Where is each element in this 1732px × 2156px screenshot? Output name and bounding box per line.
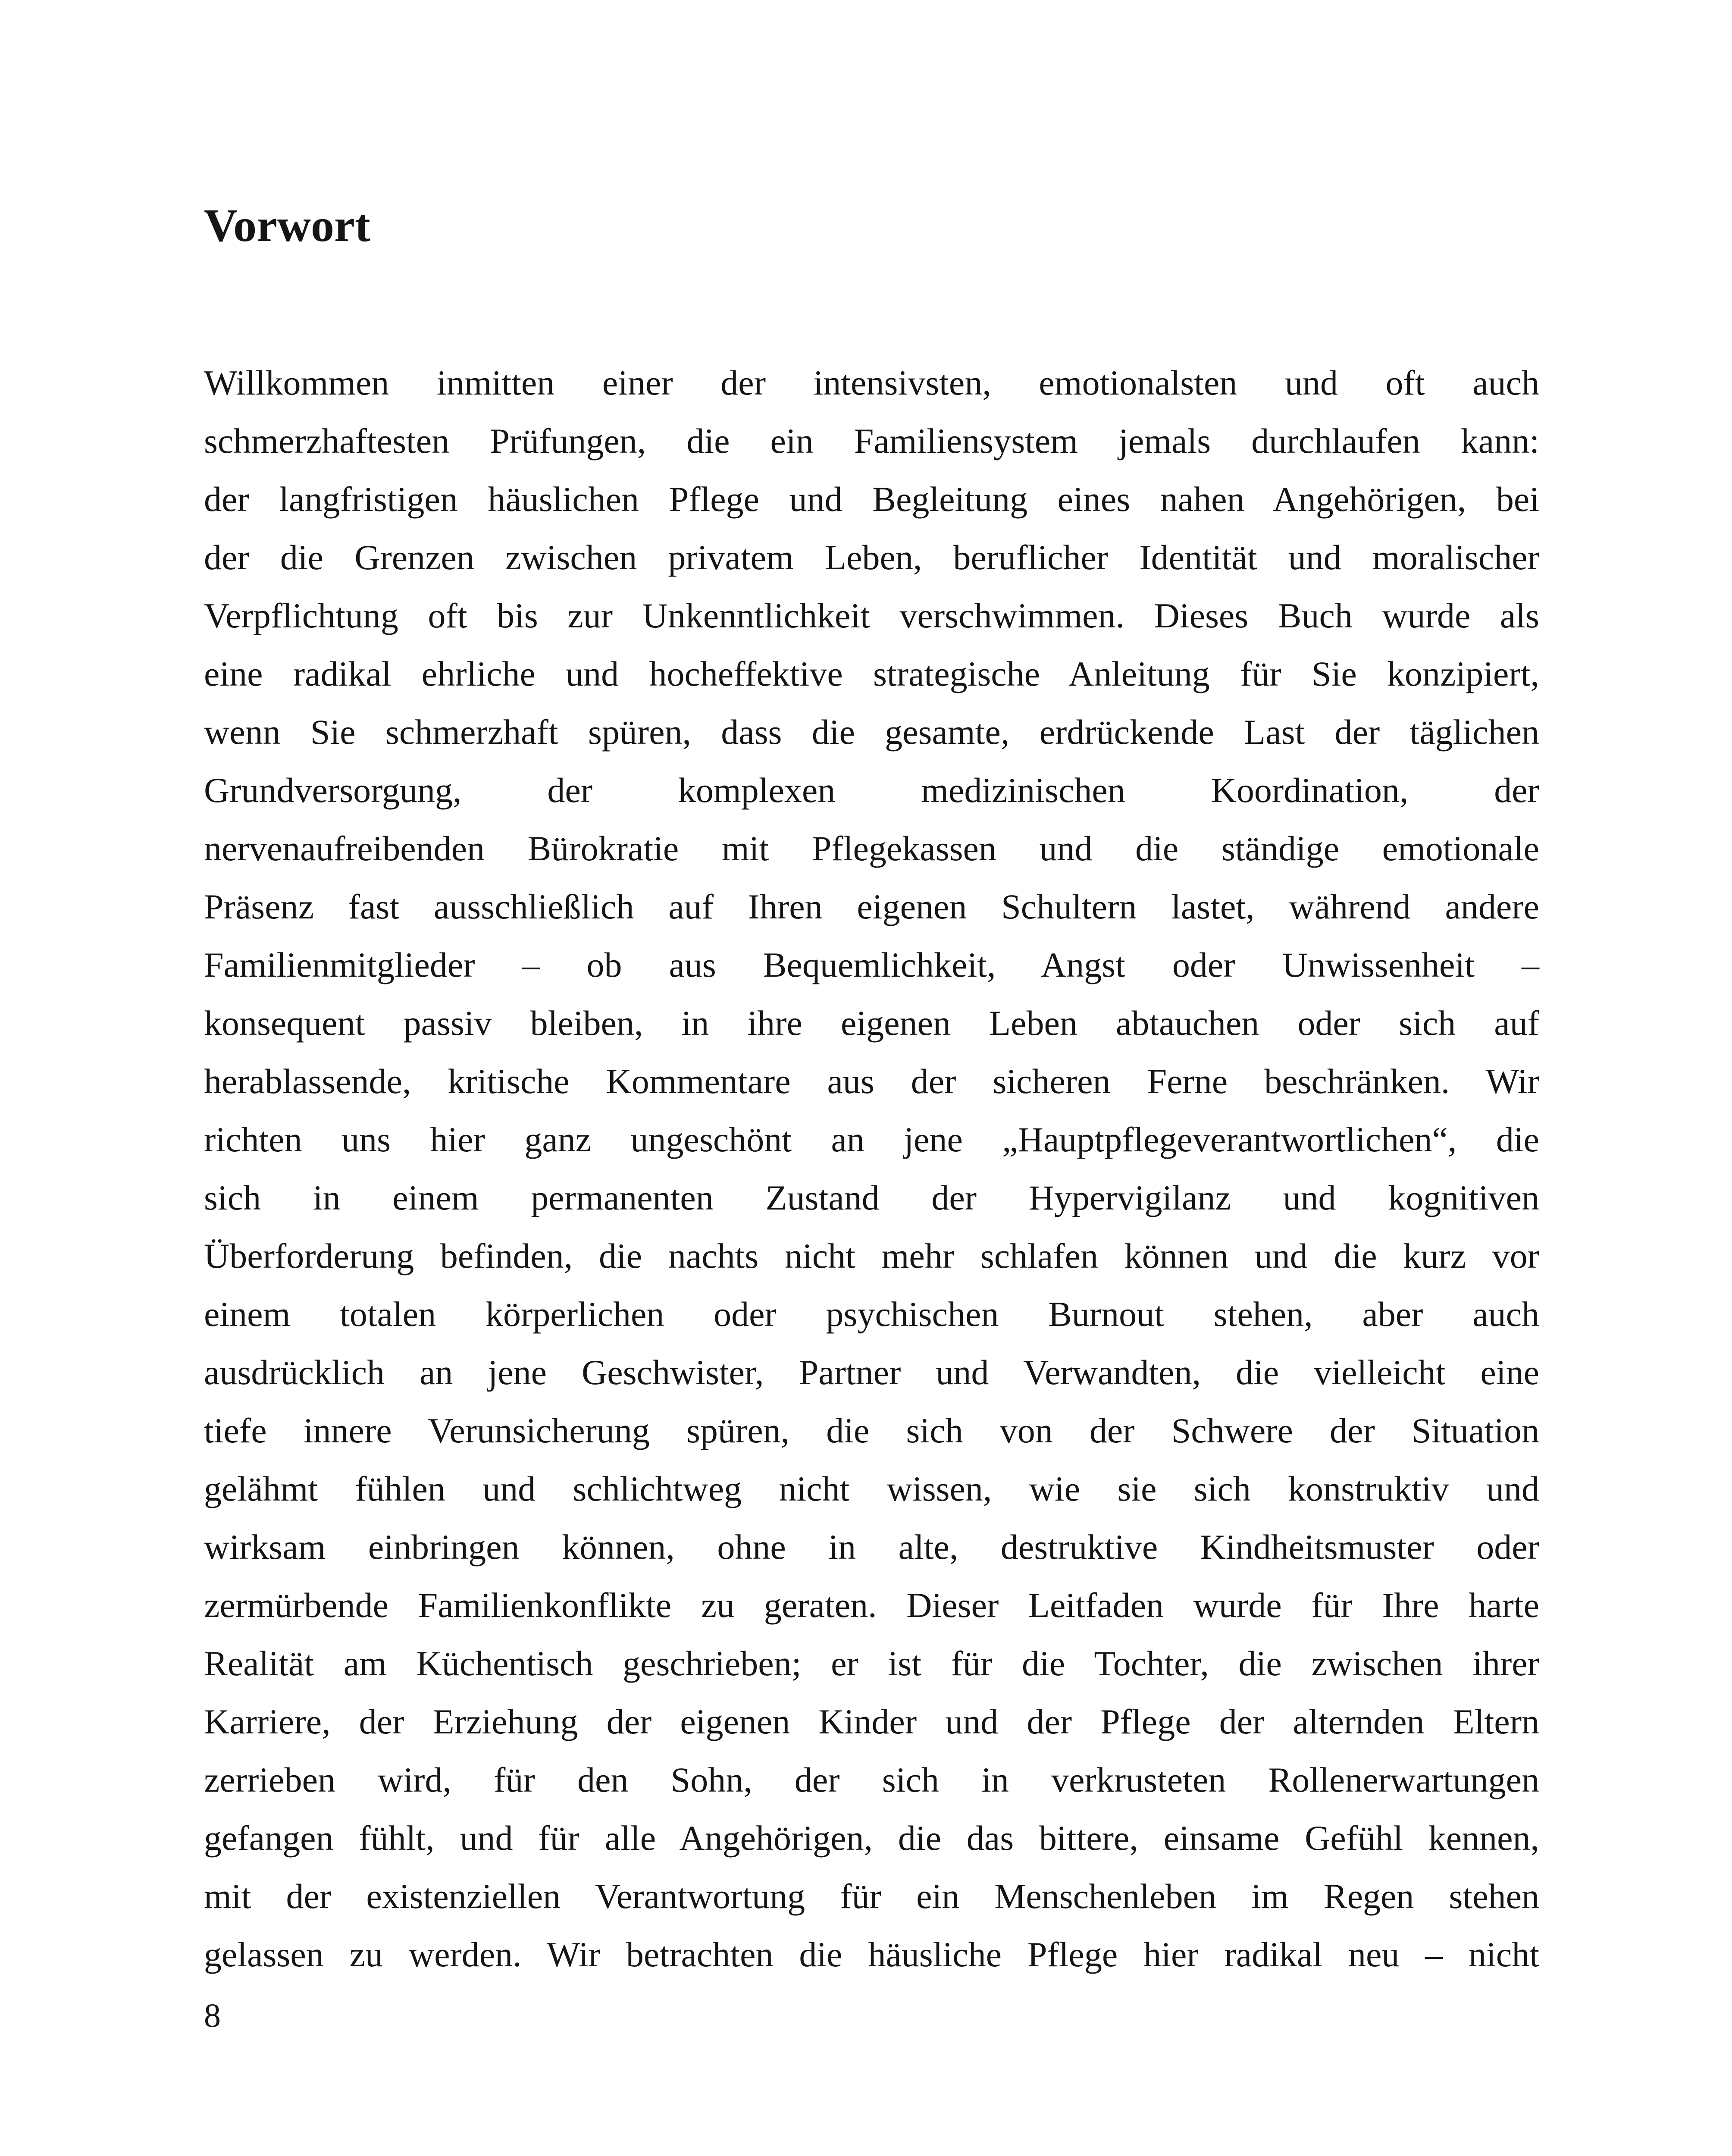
text-line: Karriere, der Erziehung der eigenen Kinder und der Pflege der alternden Eltern (204, 1702, 1539, 1741)
text-line: gelassen zu werden. Wir betrachten die häusliche Pflege hier radikal neu – nicht (204, 1935, 1539, 1974)
text-line: sich in einem permanenten Zustand der Hypervigilanz und kognitiven (204, 1178, 1539, 1217)
text-line: herablassende, kritische Kommentare aus der sicheren Ferne beschränken. Wir (204, 1062, 1539, 1101)
foreword-body (204, 354, 1539, 1984)
text-line: tiefe innere Verunsicherung spüren, die sich von der Schwere der Situation (204, 1411, 1539, 1450)
text-line: Grundversorgung, der komplexen medizinischen Koordination, der (204, 771, 1539, 810)
text-line: konsequent passiv bleiben, in ihre eigenen Leben abtauchen oder sich auf (204, 1003, 1539, 1043)
text-line: ausdrücklich an jene Geschwister, Partner und Verwandten, die vielleicht eine (204, 1353, 1539, 1392)
text-line: eine radikal ehrliche und hocheffektive strategische Anleitung für Sie konzipiert, (204, 654, 1539, 693)
text-line: nervenaufreibenden Bürokratie mit Pflegekassen und die ständige emotionale (204, 829, 1539, 868)
text-line: mit der existenziellen Verantwortung für ein Menschenleben im Regen stehen (204, 1877, 1539, 1916)
text-line: wenn Sie schmerzhaft spüren, dass die gesamte, erdrückende Last der täglichen (204, 712, 1539, 752)
text-line: Überforderung befinden, die nachts nicht mehr schlafen können und die kurz vor (204, 1236, 1539, 1275)
text-line: Realität am Küchentisch geschrieben; er ist für die Tochter, die zwischen ihrer (204, 1644, 1539, 1683)
text-line: einem totalen körperlichen oder psychischen Burnout stehen, aber auch (204, 1294, 1539, 1334)
text-line: gelähmt fühlen und schlichtweg nicht wissen, wie sie sich konstruktiv und (204, 1469, 1539, 1508)
text-line: Familienmitglieder – ob aus Bequemlichkeit, Angst oder Unwissenheit – (204, 945, 1539, 984)
text-line: schmerzhaftesten Prüfungen, die ein Familiensystem jemals durchlaufen kann: (204, 421, 1539, 461)
text-line: zermürbende Familienkonflikte zu geraten. Dieser Leitfaden wurde für Ihre harte (204, 1586, 1539, 1625)
text-line: der die Grenzen zwischen privatem Leben, beruflicher Identität und moralischer (204, 538, 1539, 577)
text-line: gefangen fühlt, und für alle Angehörigen, die das bittere, einsame Gefühl kennen, (204, 1818, 1539, 1858)
text-line: der langfristigen häuslichen Pflege und Begleitung eines nahen Angehörigen, bei (204, 479, 1539, 519)
text-line: Willkommen inmitten einer der intensivsten, emotionalsten und oft auch (204, 363, 1539, 402)
page-title: Vorwort (204, 200, 370, 251)
text-line: Präsenz fast ausschließlich auf Ihren eigenen Schultern lastet, während andere (204, 887, 1539, 926)
text-line: Verpflichtung oft bis zur Unkenntlichkeit verschwimmen. Dieses Buch wurde als (204, 596, 1539, 635)
text-line: wirksam einbringen können, ohne in alte, destruktive Kindheitsmuster oder (204, 1527, 1539, 1567)
text-line: zerrieben wird, für den Sohn, der sich in verkrusteten Rollenerwartungen (204, 1760, 1539, 1799)
text-line: richten uns hier ganz ungeschönt an jene „Hauptpflegeverantwortlichen“, die (204, 1120, 1539, 1159)
page-number: 8 (204, 1996, 221, 2034)
